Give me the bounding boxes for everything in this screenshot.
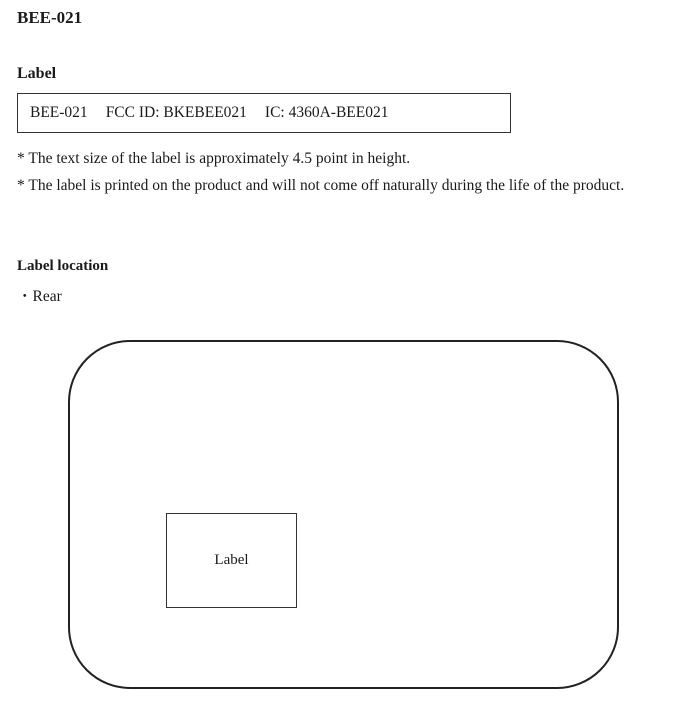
document-title: BEE-021 — [17, 8, 83, 27]
location-section-heading: Label location — [17, 258, 109, 274]
label-model: BEE-021 — [30, 104, 88, 121]
device-rear-outline — [68, 340, 619, 689]
label-fcc-id: FCC ID: BKEBEE021 — [105, 104, 247, 121]
label-section-heading: Label — [17, 65, 57, 82]
label-ic: IC: 4360A-BEE021 — [264, 104, 389, 121]
label-position-marker — [166, 513, 297, 608]
label-note-size: * The text size of the label is approximately 4.5 point in height. — [17, 150, 411, 167]
label-marker-text: Label — [214, 552, 249, 568]
label-text-box — [17, 93, 511, 133]
location-item-rear: ・Rear — [17, 288, 62, 305]
label-note-permanence: * The label is printed on the product and will not come off naturally during the life of the product. — [17, 177, 625, 194]
